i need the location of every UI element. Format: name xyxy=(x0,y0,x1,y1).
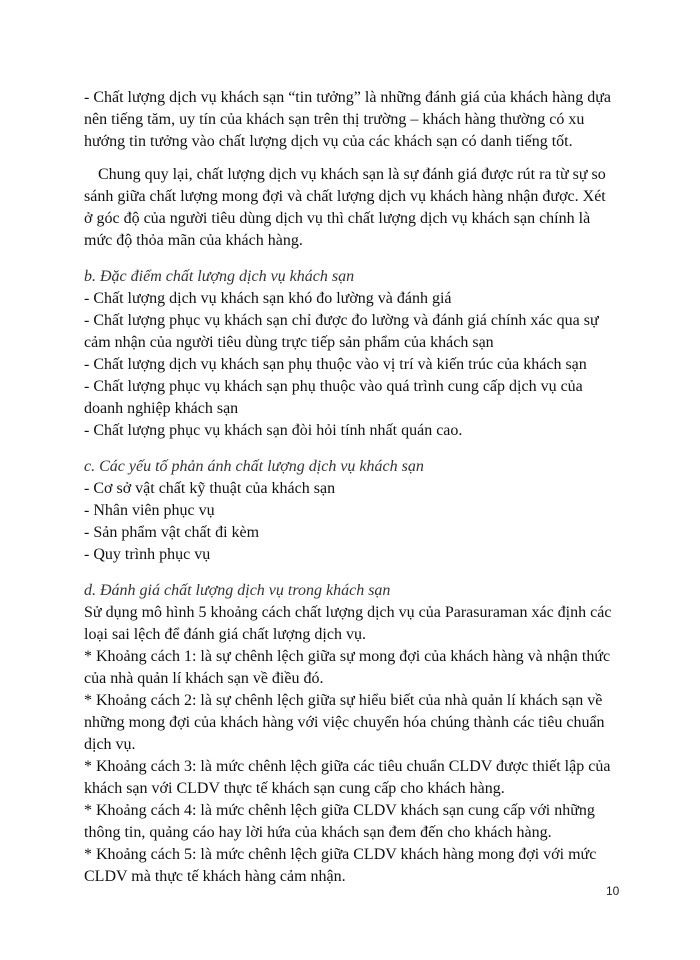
gap-1-text: * Khoảng cách 1: là sự chênh lệch giữa sự mong đợi của khách hàng và nhận thức của nhà quản lí khách sạn về điều đó. xyxy=(84,648,611,687)
gap-3-text: * Khoảng cách 3: là mức chênh lệch giữa các tiêu chuẩn CLDV được thiết lập của khách sạn với CLDV thực tế khách sạn cung cấp cho khách hàng. xyxy=(84,758,611,797)
gap-4-text: * Khoảng cách 4: là mức chênh lệch giữa CLDV khách sạn cung cấp với những thông tin, quảng cáo hay lời hứa của khách sạn đem đến cho khách hàng. xyxy=(84,802,595,841)
section-b-item-3: - Chất lượng dịch vụ khách sạn phụ thuộc vào vị trí và kiến trúc của khách sạn xyxy=(84,356,587,373)
section-b-heading: b. Đặc điểm chất lượng dịch vụ khách sạn xyxy=(84,268,355,285)
section-b-item-5: - Chất lượng phục vụ khách sạn đòi hỏi tính nhất quán cao. xyxy=(84,422,463,439)
section-b-item-2: - Chất lượng phục vụ khách sạn chỉ được đo lường và đánh giá chính xác qua sự cảm nhận của người tiêu dùng trực tiếp sản phẩm của khách sạn xyxy=(84,312,599,351)
section-c-item-1: - Cơ sở vật chất kỹ thuật của khách sạn xyxy=(84,480,336,497)
section-d-heading: d. Đánh giá chất lượng dịch vụ trong khách sạn xyxy=(84,582,391,599)
summary-paragraph: Chung quy lại, chất lượng dịch vụ khách sạn là sự đánh giá được rút ra từ sự so sánh giữa chất lượng mong đợi và chất lượng dịch vụ khách hàng nhận được. Xét ở góc độ của người tiêu dùng dịch vụ thì chất lượng dịch vụ khách sạn chính là mức độ thỏa mãn của khách hàng. xyxy=(84,166,606,249)
section-c-item-3: - Sản phẩm vật chất đi kèm xyxy=(84,524,260,541)
page-number: 10 xyxy=(606,884,620,898)
section-d-intro: Sử dụng mô hình 5 khoảng cách chất lượng dịch vụ của Parasuraman xác định các loại sai lệch để đánh giá chất lượng dịch vụ. xyxy=(84,604,612,643)
section-c-item-4: - Quy trình phục vụ xyxy=(84,546,211,563)
section-c-heading: c. Các yếu tố phản ánh chất lượng dịch vụ khách sạn xyxy=(84,458,424,475)
document-body xyxy=(84,87,614,888)
gap-5-text: * Khoảng cách 5: là mức chênh lệch giữa CLDV khách hàng mong đợi với mức CLDV mà thực tế khách hàng cảm nhận. xyxy=(84,846,597,885)
section-b-item-4: - Chất lượng phục vụ khách sạn phụ thuộc vào quá trình cung cấp dịch vụ của doanh nghiệp khách sạn xyxy=(84,378,583,417)
trust-quality-text: - Chất lượng dịch vụ khách sạn “tin tưởng” là những đánh giá của khách hàng dựa nên tiếng tăm, uy tín của khách sạn trên thị trường – khách hàng thường có xu hướng tin tưởng vào chất lượng dịch vụ của các khách sạn có danh tiếng tốt. xyxy=(84,89,612,150)
section-b-item-1: - Chất lượng dịch vụ khách sạn khó đo lường và đánh giá xyxy=(84,290,452,307)
section-c-item-2: - Nhân viên phục vụ xyxy=(84,502,215,519)
gap-2-text: * Khoảng cách 2: là sự chênh lệch giữa sự hiểu biết của nhà quản lí khách sạn về những mong đợi của khách hàng với việc chuyển hóa chúng thành các tiêu chuẩn dịch vụ. xyxy=(84,692,605,753)
